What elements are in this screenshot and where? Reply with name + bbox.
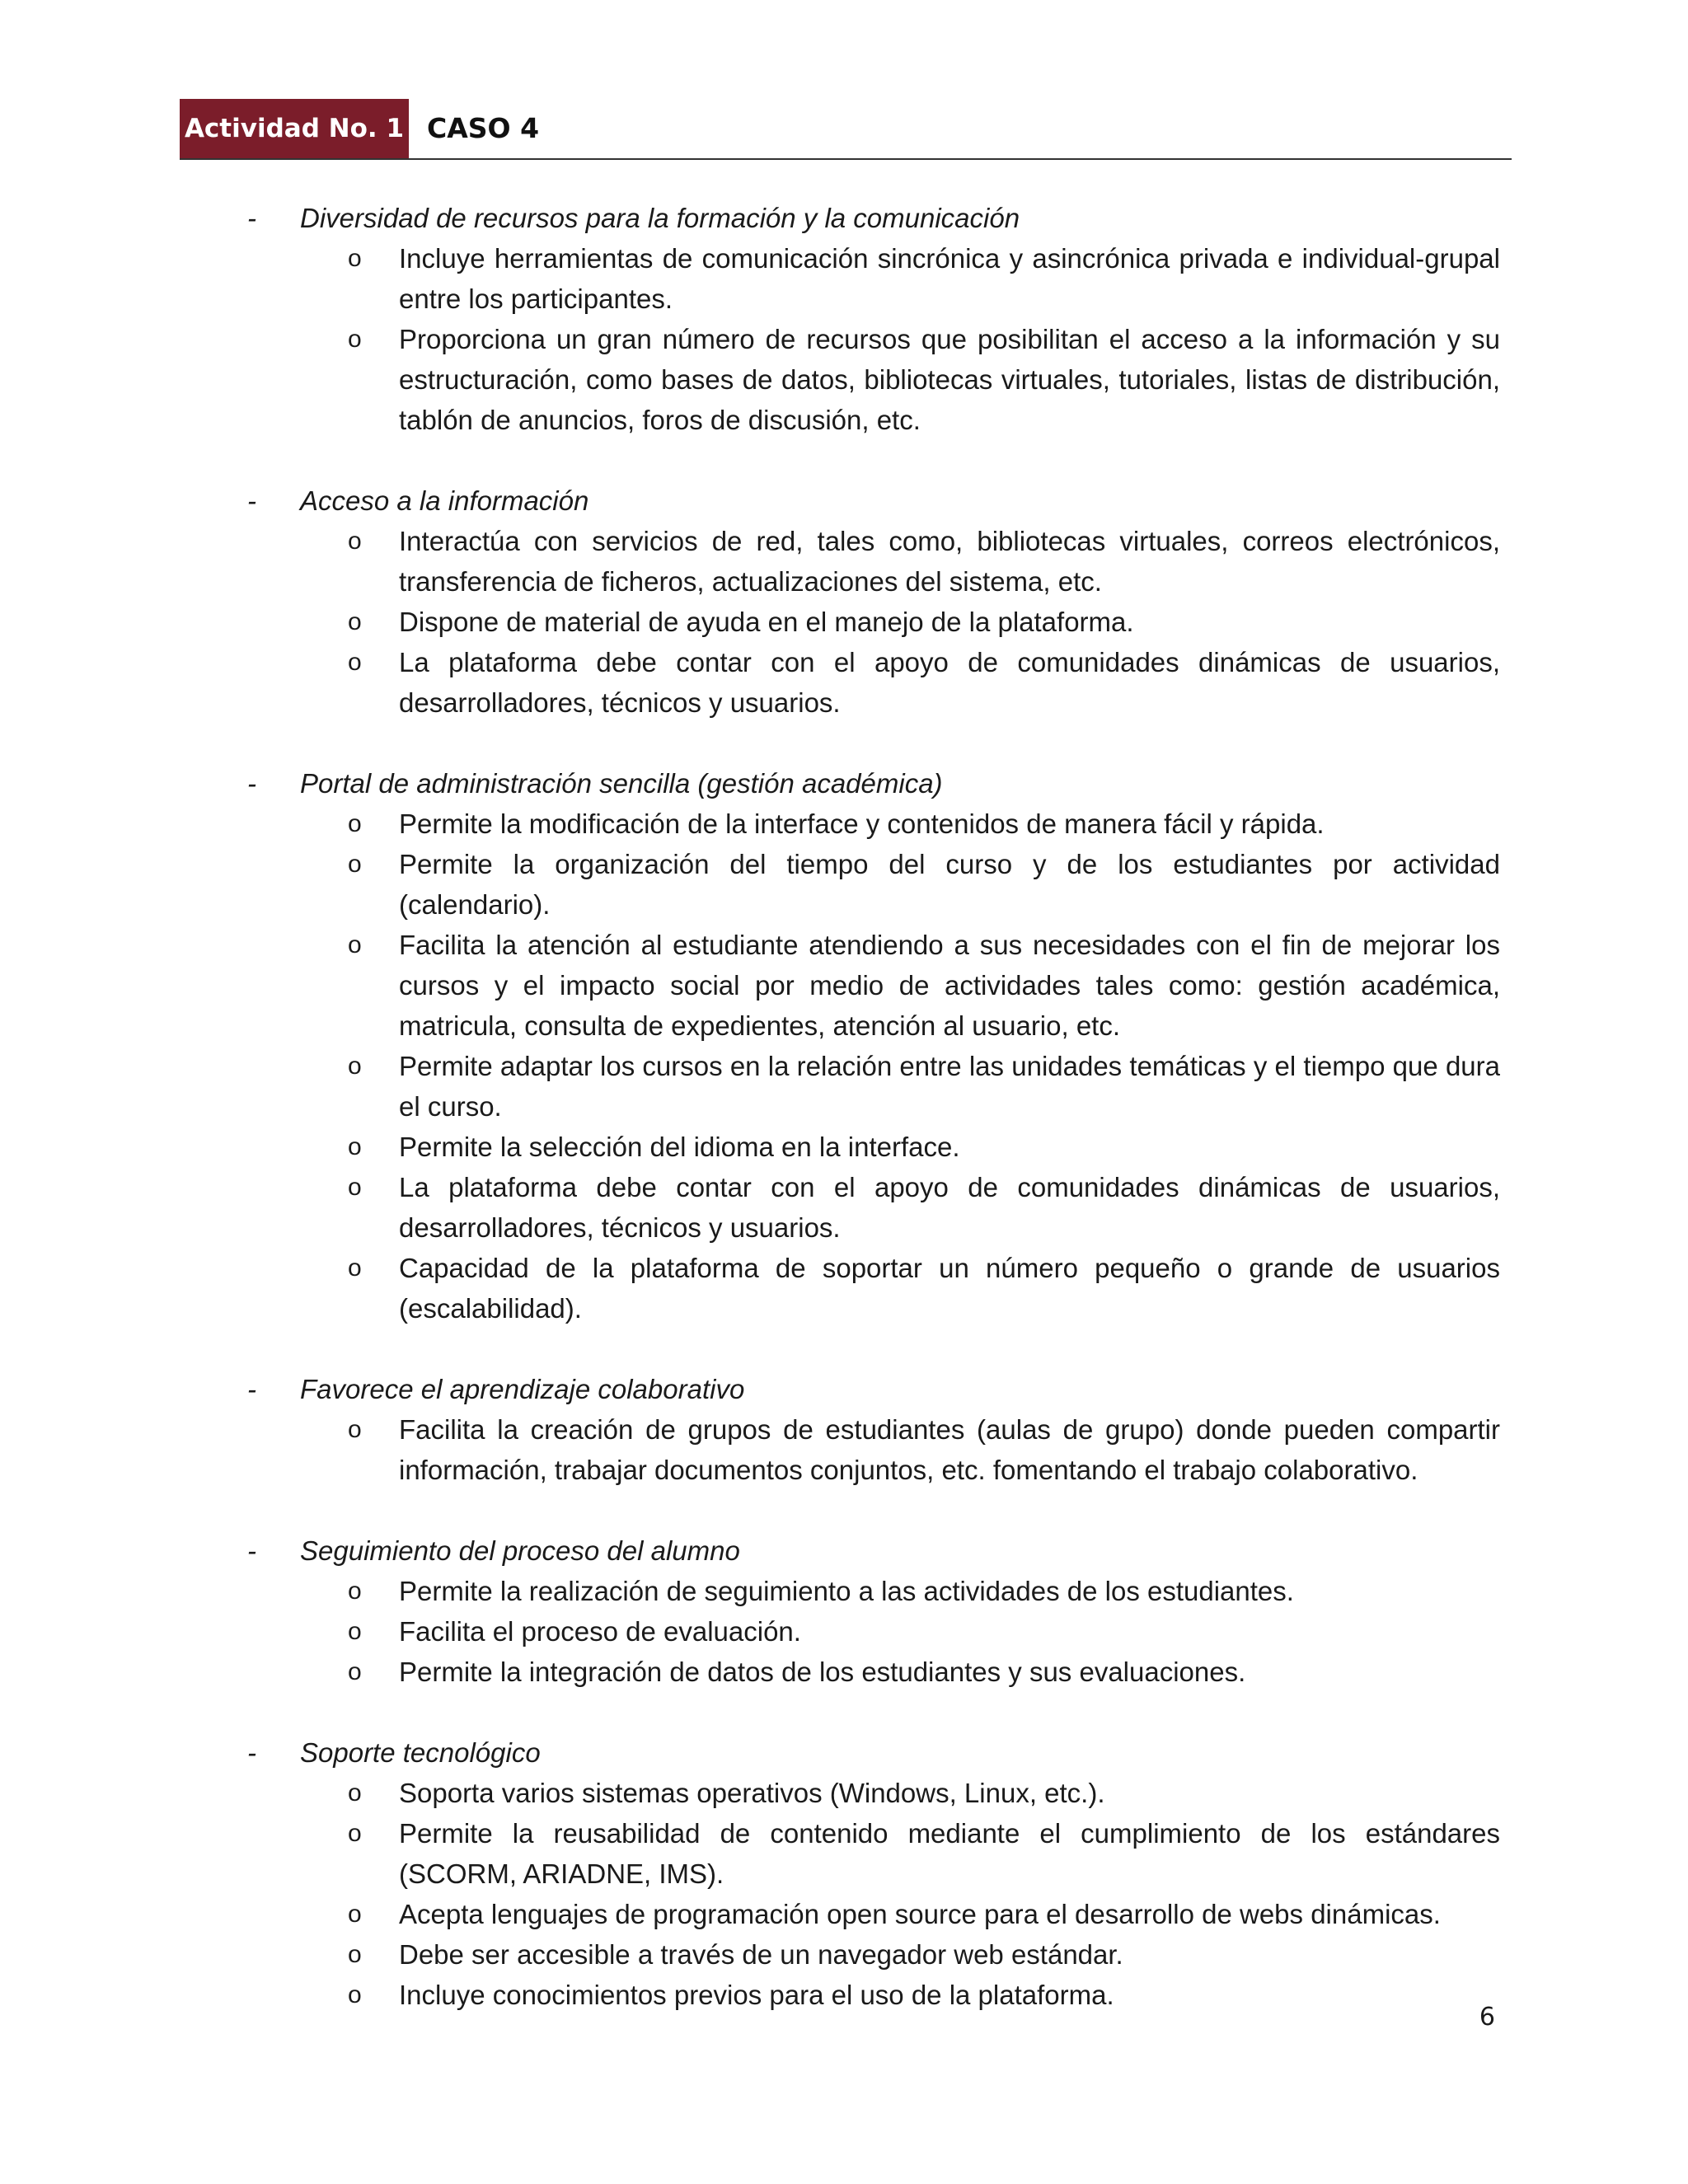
activity-badge: Actividad No. 1 xyxy=(180,99,409,158)
bullet-list xyxy=(247,521,1500,723)
bullet-list xyxy=(247,804,1500,1329)
list-item-text: Capacidad de la plataforma de soportar un número pequeño o grande de usuarios (escalabilidad). xyxy=(399,1253,1500,1324)
list-item xyxy=(247,925,1500,1046)
list-item xyxy=(247,1934,1500,1975)
list-item-text: Facilita la atención al estudiante atendiendo a sus necesidades con el fin de mejorar los cursos y el impacto social por medio de actividades tales como: gestión académica, matricula, consulta de expedientes, atención al usuario, etc. xyxy=(399,930,1500,1041)
list-item xyxy=(247,1813,1500,1894)
list-item-text: Permite la reusabilidad de contenido mediante el cumplimiento de los estándares (SCORM, ARIADNE, IMS). xyxy=(399,1818,1500,1889)
list-item-text: Permite la realización de seguimiento a las actividades de los estudiantes. xyxy=(399,1576,1294,1606)
section-title-text: Portal de administración sencilla (gestión académica) xyxy=(300,768,943,799)
circle-bullet-icon: o xyxy=(348,245,362,272)
list-item-text: Debe ser accesible a través de un navegador web estándar. xyxy=(399,1939,1123,1970)
circle-bullet-icon: o xyxy=(348,1941,362,1968)
list-item xyxy=(247,1652,1500,1692)
section-title-text: Soporte tecnológico xyxy=(300,1737,541,1768)
section xyxy=(247,198,1500,440)
page-number: 6 xyxy=(1479,2003,1495,2032)
list-item-text: Interactúa con servicios de red, tales como, bibliotecas virtuales, correos electrónicos, transferencia de ficheros, actualizaciones del sistema, etc. xyxy=(399,526,1500,597)
dash-marker: - xyxy=(247,1374,256,1404)
section-title xyxy=(247,1732,1500,1773)
section-title-text: Acceso a la información xyxy=(300,485,589,516)
bullet-list xyxy=(247,1409,1500,1490)
bullet-list xyxy=(247,1773,1500,2015)
circle-bullet-icon: o xyxy=(348,608,362,635)
section xyxy=(247,763,1500,1329)
list-item xyxy=(247,1127,1500,1167)
circle-bullet-icon: o xyxy=(348,851,362,878)
list-item-text: Incluye herramientas de comunicación sincrónica y asincrónica privada e individual-grupal entre los participantes. xyxy=(399,243,1500,314)
dash-marker: - xyxy=(247,1737,256,1768)
list-item-text: La plataforma debe contar con el apoyo de comunidades dinámicas de usuarios, desarrolladores, técnicos y usuarios. xyxy=(399,647,1500,718)
list-item xyxy=(247,602,1500,642)
section-title xyxy=(247,1369,1500,1409)
circle-bullet-icon: o xyxy=(348,1052,362,1080)
circle-bullet-icon: o xyxy=(348,931,362,958)
list-item xyxy=(247,319,1500,440)
list-item xyxy=(247,1773,1500,1813)
section-title-text: Diversidad de recursos para la formación y la comunicación xyxy=(300,203,1020,233)
list-item xyxy=(247,1046,1500,1127)
list-item xyxy=(247,804,1500,844)
section xyxy=(247,1732,1500,2015)
list-item xyxy=(247,1894,1500,1934)
case-title: CASO 4 xyxy=(427,112,540,144)
list-item xyxy=(247,844,1500,925)
list-item-text: Dispone de material de ayuda en el manejo de la plataforma. xyxy=(399,607,1134,637)
list-item-text: Permite la modificación de la interface y contenidos de manera fácil y rápida. xyxy=(399,808,1325,839)
list-item-text: La plataforma debe contar con el apoyo de comunidades dinámicas de usuarios, desarrolladores, técnicos y usuarios. xyxy=(399,1172,1500,1243)
section-title-text: Seguimiento del proceso del alumno xyxy=(300,1535,740,1566)
circle-bullet-icon: o xyxy=(348,527,362,555)
list-item-text: Acepta lenguajes de programación open source para el desarrollo de webs dinámicas. xyxy=(399,1899,1441,1929)
list-item xyxy=(247,1571,1500,1611)
dash-marker: - xyxy=(247,485,256,516)
circle-bullet-icon: o xyxy=(348,1820,362,1847)
circle-bullet-icon: o xyxy=(348,1416,362,1443)
dash-marker: - xyxy=(247,1535,256,1566)
section-title-text: Favorece el aprendizaje colaborativo xyxy=(300,1374,745,1404)
section xyxy=(247,480,1500,723)
circle-bullet-icon: o xyxy=(348,1133,362,1160)
circle-bullet-icon: o xyxy=(348,326,362,353)
list-item xyxy=(247,521,1500,602)
circle-bullet-icon: o xyxy=(348,1174,362,1201)
section xyxy=(247,1369,1500,1490)
list-item-text: Proporciona un gran número de recursos que posibilitan el acceso a la información y su estructuración, como bases de datos, bibliotecas virtuales, tutoriales, listas de distribución, tablón de anuncios, foros de discusión, etc. xyxy=(399,324,1500,435)
dash-marker: - xyxy=(247,203,256,233)
circle-bullet-icon: o xyxy=(348,1577,362,1605)
list-item xyxy=(247,1611,1500,1652)
list-item xyxy=(247,1975,1500,2015)
section-title xyxy=(247,763,1500,804)
circle-bullet-icon: o xyxy=(348,1618,362,1645)
page-header xyxy=(180,99,1512,160)
circle-bullet-icon: o xyxy=(348,1658,362,1685)
list-item-text: Soporta varios sistemas operativos (Windows, Linux, etc.). xyxy=(399,1778,1105,1808)
section-title xyxy=(247,198,1500,238)
section-title xyxy=(247,480,1500,521)
section xyxy=(247,1530,1500,1692)
bullet-list xyxy=(247,1571,1500,1692)
section-title xyxy=(247,1530,1500,1571)
list-item-text: Permite la integración de datos de los estudiantes y sus evaluaciones. xyxy=(399,1657,1246,1687)
list-item xyxy=(247,642,1500,723)
list-item-text: Permite la selección del idioma en la interface. xyxy=(399,1132,960,1162)
bullet-list xyxy=(247,238,1500,440)
list-item xyxy=(247,1167,1500,1248)
list-item xyxy=(247,1248,1500,1329)
circle-bullet-icon: o xyxy=(348,1900,362,1928)
circle-bullet-icon: o xyxy=(348,810,362,837)
circle-bullet-icon: o xyxy=(348,1254,362,1282)
circle-bullet-icon: o xyxy=(348,1779,362,1807)
list-item-text: Facilita el proceso de evaluación. xyxy=(399,1616,801,1647)
circle-bullet-icon: o xyxy=(348,649,362,676)
dash-marker: - xyxy=(247,768,256,799)
list-item xyxy=(247,238,1500,319)
list-item-text: Permite adaptar los cursos en la relación entre las unidades temáticas y el tiempo que dura el curso. xyxy=(399,1051,1500,1122)
list-item xyxy=(247,1409,1500,1490)
circle-bullet-icon: o xyxy=(348,1981,362,2008)
list-item-text: Permite la organización del tiempo del curso y de los estudiantes por actividad (calendario). xyxy=(399,849,1500,920)
document-body xyxy=(247,198,1500,2055)
list-item-text: Facilita la creación de grupos de estudiantes (aulas de grupo) donde pueden compartir información, trabajar documentos conjuntos, etc. fomentando el trabajo colaborativo. xyxy=(399,1414,1500,1485)
list-item-text: Incluye conocimientos previos para el uso de la plataforma. xyxy=(399,1980,1114,2010)
